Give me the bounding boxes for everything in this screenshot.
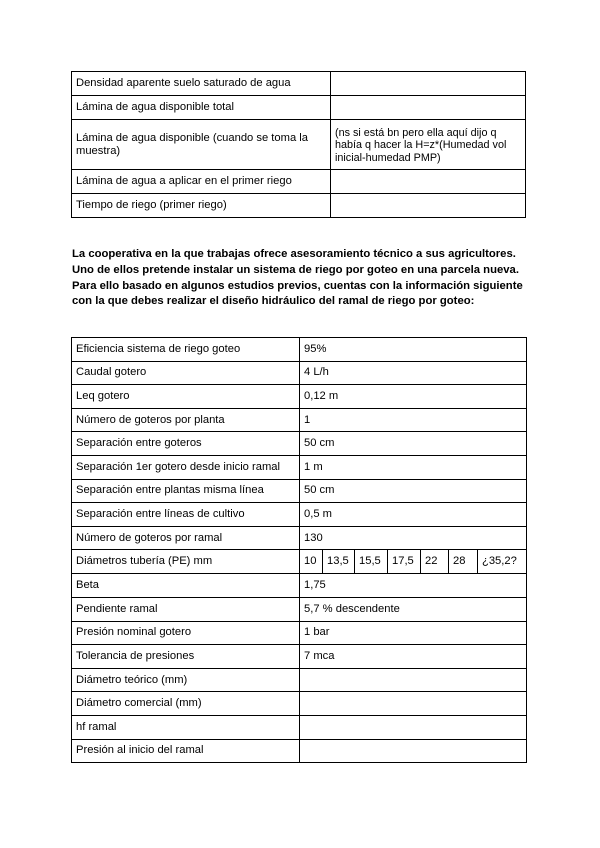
diameter-option: 17,5 bbox=[388, 550, 421, 573]
table-row bbox=[72, 170, 526, 194]
table-row-diameters bbox=[72, 550, 527, 574]
row-value bbox=[300, 715, 527, 739]
row-label: hf ramal bbox=[72, 715, 300, 739]
row-label: Beta bbox=[72, 574, 300, 598]
row-label: Separación entre goteros bbox=[72, 432, 300, 456]
row-value bbox=[300, 668, 527, 692]
row-label: Tolerancia de presiones bbox=[72, 645, 300, 669]
row-value: 7 mca bbox=[300, 645, 527, 669]
row-label: Densidad aparente suelo saturado de agua bbox=[72, 72, 331, 96]
row-value: 1 m bbox=[300, 455, 527, 479]
diameter-option: 13,5 bbox=[323, 550, 355, 573]
table-row bbox=[72, 455, 527, 479]
row-label: Presión al inicio del ramal bbox=[72, 739, 300, 763]
row-label: Lámina de agua a aplicar en el primer riego bbox=[72, 170, 331, 194]
row-label: Presión nominal gotero bbox=[72, 621, 300, 645]
row-label: Pendiente ramal bbox=[72, 597, 300, 621]
row-value: 1 bbox=[300, 408, 527, 432]
table-row bbox=[72, 668, 527, 692]
table-row bbox=[72, 385, 527, 409]
table-row bbox=[72, 479, 527, 503]
table-row bbox=[72, 621, 527, 645]
row-value: 0,5 m bbox=[300, 503, 527, 527]
row-value: 0,12 m bbox=[300, 385, 527, 409]
row-label: Diámetro comercial (mm) bbox=[72, 692, 300, 716]
row-label: Diámetros tubería (PE) mm bbox=[72, 550, 300, 574]
soil-water-table bbox=[71, 71, 526, 218]
table-row bbox=[72, 645, 527, 669]
table-row bbox=[72, 194, 526, 218]
row-value: 5,7 % descendente bbox=[300, 597, 527, 621]
diameter-option: 10 bbox=[300, 550, 323, 573]
table-row bbox=[72, 432, 527, 456]
row-label: Tiempo de riego (primer riego) bbox=[72, 194, 331, 218]
row-label: Eficiencia sistema de riego goteo bbox=[72, 338, 300, 362]
table-row bbox=[72, 526, 527, 550]
table-row bbox=[72, 503, 527, 527]
row-value bbox=[331, 96, 526, 120]
row-value bbox=[300, 692, 527, 716]
row-value: 4 L/h bbox=[300, 361, 527, 385]
table-row bbox=[72, 72, 526, 96]
diameter-option: 28 bbox=[449, 550, 478, 573]
table-row bbox=[72, 739, 527, 763]
row-value bbox=[331, 170, 526, 194]
row-value: 1 bar bbox=[300, 621, 527, 645]
row-value: 130 bbox=[300, 526, 527, 550]
row-value bbox=[300, 739, 527, 763]
diameter-options bbox=[300, 550, 527, 574]
row-label: Número de goteros por ramal bbox=[72, 526, 300, 550]
table-row bbox=[72, 338, 527, 362]
table-row bbox=[72, 715, 527, 739]
table-row bbox=[72, 120, 526, 170]
row-label: Número de goteros por planta bbox=[72, 408, 300, 432]
row-label: Lámina de agua disponible (cuando se toma la muestra) bbox=[72, 120, 331, 170]
table-row bbox=[72, 361, 527, 385]
row-value-note: (ns si está bn pero ella aquí dijo q había q hacer la H=z*(Humedad vol inicial-humedad PMP) bbox=[331, 120, 526, 170]
table-row bbox=[72, 408, 527, 432]
row-label: Separación 1er gotero desde inicio ramal bbox=[72, 455, 300, 479]
diameter-option: 15,5 bbox=[355, 550, 388, 573]
row-value: 95% bbox=[300, 338, 527, 362]
drip-irrigation-table bbox=[71, 337, 527, 763]
table-row bbox=[72, 574, 527, 598]
row-value: 50 cm bbox=[300, 479, 527, 503]
row-label: Separación entre líneas de cultivo bbox=[72, 503, 300, 527]
row-label: Lámina de agua disponible total bbox=[72, 96, 331, 120]
table-row bbox=[72, 96, 526, 120]
diameter-option: ¿35,2? bbox=[482, 555, 517, 568]
row-label: Leq gotero bbox=[72, 385, 300, 409]
diameter-option: 22 bbox=[421, 550, 449, 573]
row-label: Caudal gotero bbox=[72, 361, 300, 385]
row-value bbox=[331, 194, 526, 218]
row-label: Separación entre plantas misma línea bbox=[72, 479, 300, 503]
row-value bbox=[331, 72, 526, 96]
row-value: 50 cm bbox=[300, 432, 527, 456]
problem-statement: La cooperativa en la que trabajas ofrece asesoramiento técnico a sus agricultores. Uno de ellos pretende instalar un sistema de riego por goteo en una parcela nueva. Para ello basado en algunos estudios previos, cuentas con la información siguiente con la que debes realizar el diseño hidráulico del ramal de riego por goteo: bbox=[72, 248, 523, 308]
row-label: Diámetro teórico (mm) bbox=[72, 668, 300, 692]
row-value: 1,75 bbox=[300, 574, 527, 598]
table-row bbox=[72, 597, 527, 621]
table-row bbox=[72, 692, 527, 716]
